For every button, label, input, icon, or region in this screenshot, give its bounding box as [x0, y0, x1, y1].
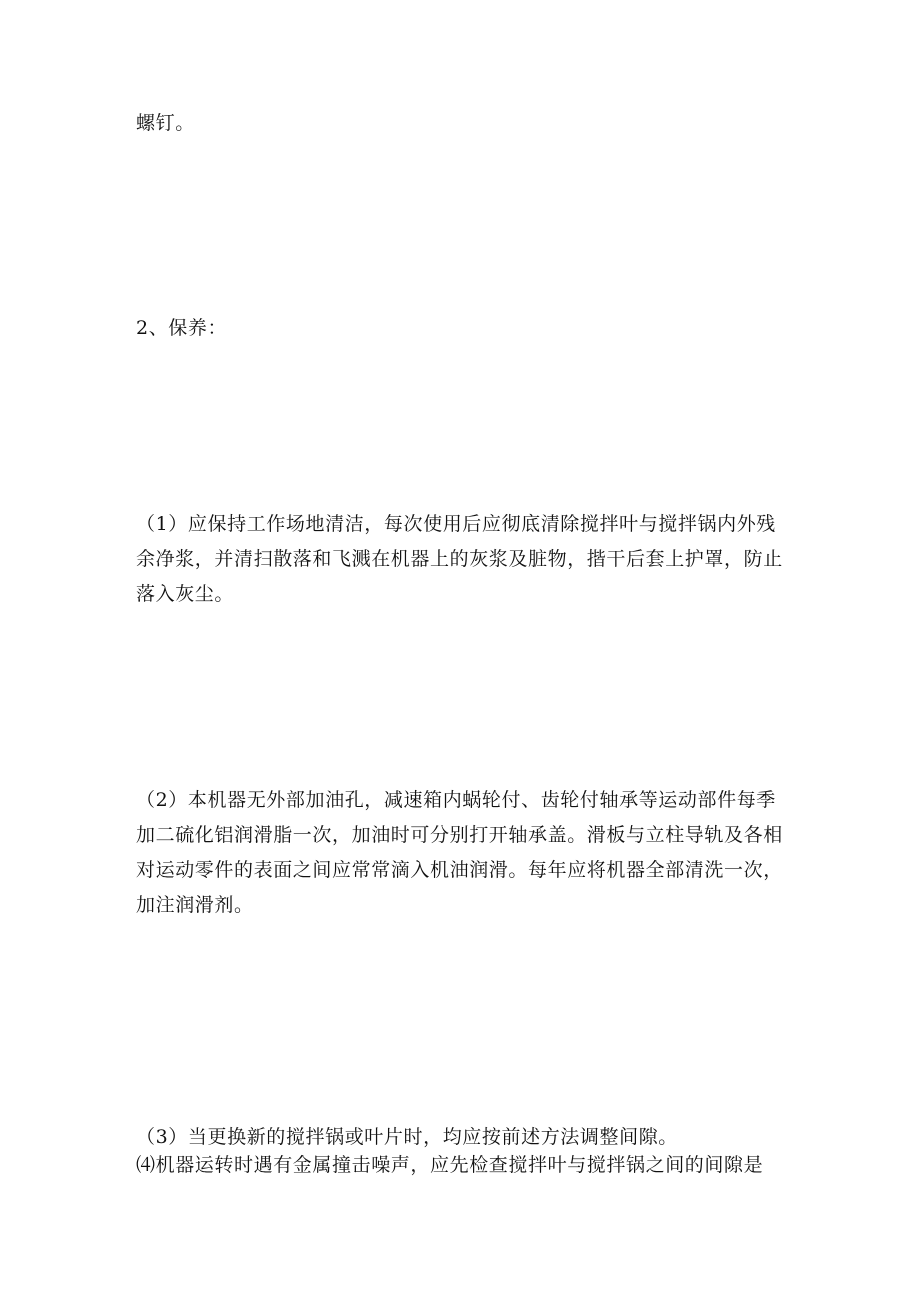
paragraph-fragment [136, 106, 796, 141]
text-line: 加二硫化铝润滑脂一次，加油时可分别打开轴承盖。滑板与立柱导轨及各相 [136, 824, 783, 846]
text-line: （2）本机器无外部加油孔，减速箱内蜗轮付、齿轮付轴承等运动部件每季 [136, 789, 776, 811]
list-item-2 [136, 783, 796, 923]
text-line: ⑷机器运转时遇有金属撞击噪声，应先检查搅拌叶与搅拌锅之间的间隙是 [136, 1154, 764, 1176]
list-item-4 [136, 1148, 796, 1183]
text-line: 加注润滑剂。 [136, 894, 254, 916]
text-line: 余净浆，并清扫散落和飞溅在机器上的灰浆及脏物，揩干后套上护罩，防止 [136, 548, 783, 570]
text-line: （1）应保持工作场地清洁，每次使用后应彻底清除搅拌叶与搅拌锅内外残 [136, 513, 776, 535]
text-line: （3）当更换新的搅拌锅或叶片时，均应按前述方法调整间隙。 [136, 1126, 678, 1148]
text-line: 螺钉。 [136, 112, 195, 134]
text-line: 对运动零件的表面之间应常常滴入机油润滑。每年应将机器全部清洗一次， [136, 859, 783, 881]
text-line: 落入灰尘。 [136, 583, 235, 605]
list-item-1 [136, 507, 796, 612]
heading-text: 2、保养： [136, 317, 228, 339]
section-heading [136, 311, 796, 346]
